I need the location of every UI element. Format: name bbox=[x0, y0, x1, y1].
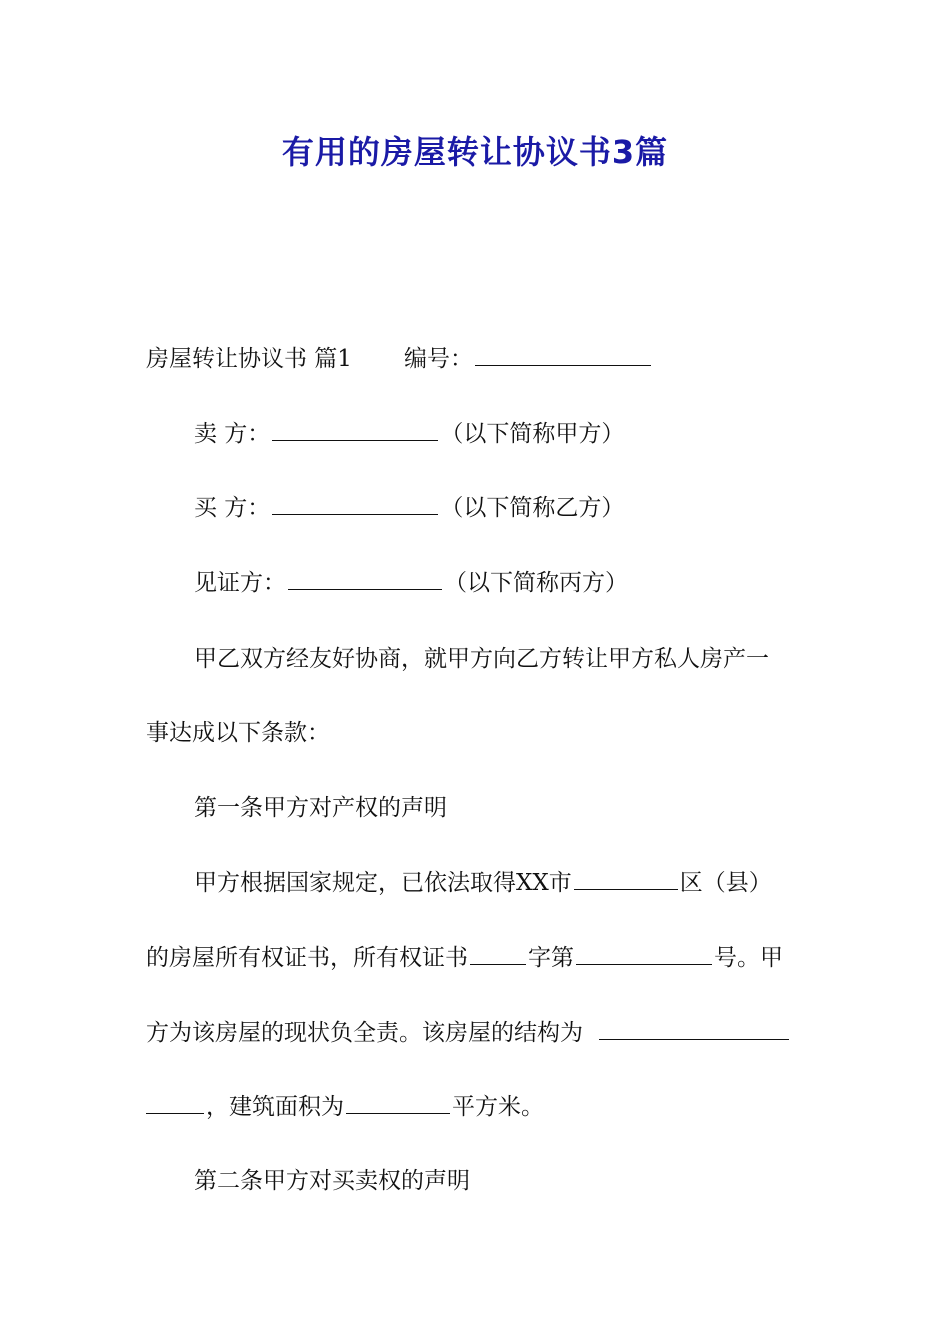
article1-text-2b: 字第 bbox=[528, 945, 574, 971]
number-label: 编号： bbox=[403, 346, 473, 372]
structure-blank bbox=[599, 1017, 789, 1040]
witness-blank bbox=[288, 567, 442, 590]
intro-line-2: 事达成以下条款： bbox=[146, 720, 330, 746]
article1-text-2c: 号。甲 bbox=[714, 945, 783, 971]
intro-line-1: 甲乙双方经友好协商，就甲方向乙方转让甲方私人房产一 bbox=[194, 646, 769, 672]
seller-note: （以下简称甲方） bbox=[440, 421, 625, 447]
buyer-blank bbox=[272, 492, 438, 515]
header-line bbox=[146, 342, 653, 376]
seller-blank bbox=[272, 418, 438, 441]
article1-line-3 bbox=[146, 1016, 791, 1050]
number-blank bbox=[475, 343, 651, 366]
article1-line-1 bbox=[194, 866, 772, 900]
article1-text-4b: 平方米。 bbox=[452, 1094, 544, 1120]
article2-heading: 第二条甲方对买卖权的声明 bbox=[194, 1168, 470, 1194]
certificate-word-blank bbox=[470, 942, 526, 965]
section-label: 房屋转让协议书 篇1 bbox=[146, 346, 352, 372]
witness-line bbox=[194, 566, 628, 600]
buyer-label: 买 方： bbox=[194, 495, 271, 521]
article1-text-1a: 甲方根据国家规定，已依法取得XX市 bbox=[194, 870, 572, 896]
article1-text-2a: 的房屋所有权证书，所有权证书 bbox=[146, 945, 468, 971]
witness-label: 见证方： bbox=[194, 570, 286, 596]
article1-text-1b: 区（县） bbox=[679, 870, 772, 896]
buyer-line bbox=[194, 491, 624, 525]
document-title: 有用的房屋转让协议书3篇 bbox=[281, 133, 669, 171]
area-blank bbox=[346, 1091, 450, 1114]
article1-text-4a: ，建筑面积为 bbox=[206, 1094, 344, 1120]
district-blank bbox=[574, 867, 678, 890]
seller-line bbox=[194, 417, 624, 451]
article1-heading: 第一条甲方对产权的声明 bbox=[194, 795, 447, 821]
witness-note: （以下简称丙方） bbox=[444, 570, 628, 596]
structure-blank-cont bbox=[146, 1091, 204, 1114]
certificate-number-blank bbox=[576, 942, 712, 965]
buyer-note: （以下简称乙方） bbox=[440, 495, 625, 521]
article1-line-4 bbox=[146, 1090, 544, 1124]
seller-label: 卖 方： bbox=[194, 421, 271, 447]
article1-text-3a: 方为该房屋的现状负全责。该房屋的结构为 bbox=[146, 1020, 583, 1046]
article1-line-2 bbox=[146, 941, 783, 975]
